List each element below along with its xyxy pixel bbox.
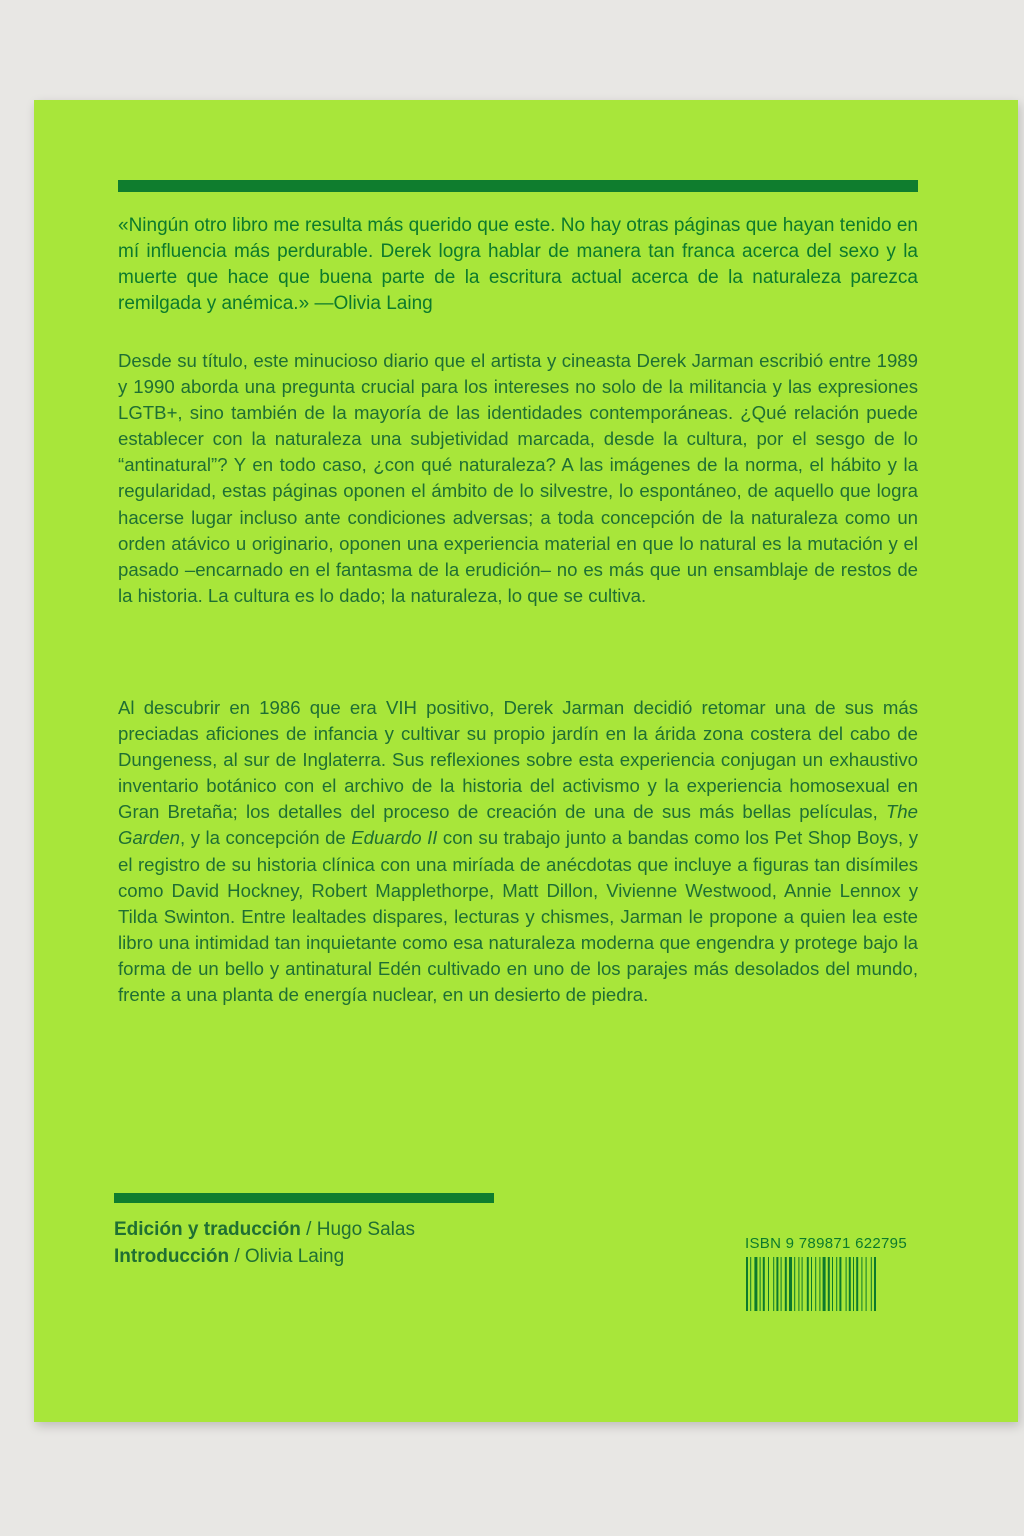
quote-author: —Olivia Laing xyxy=(314,293,433,314)
credits xyxy=(114,1216,415,1270)
credit-separator: / xyxy=(229,1246,245,1267)
paragraph-2-part-3: con su trabajo junto a bandas como los Pet Shop Boys, y el registro de su historia clínica con una miríada de anécdotas que incluye a figuras tan disímiles como David Hockney, Robert Mapplethorpe, Matt Dillon, Vivienne Westwood, Annie Lennox y Tilda Swinton. Entre lealtades dispares, lecturas y chismes, Jarman le propone a quien lea este libro una intimidad tan inquietante como esa naturaleza moderna que engendra y protege bajo la forma de un bello y antinatural Edén cultivado en uno de los parajes más desolados del mundo, frente a una planta de energía nuclear, en un desierto de piedra. xyxy=(118,827,919,1006)
credit-name: Olivia Laing xyxy=(244,1246,345,1267)
blurb-quote xyxy=(118,213,918,317)
credit-line xyxy=(114,1243,415,1270)
isbn-number: ISBN 9 789871 622795 xyxy=(745,1235,907,1252)
credit-role: Edición y traducción xyxy=(114,1219,301,1240)
isbn-block xyxy=(745,1235,915,1311)
credit-separator: / xyxy=(300,1219,317,1240)
synopsis-paragraph-1: Desde su título, este minucioso diario que el artista y cineasta Derek Jarman escribió entre 1989 y 1990 aborda una pregunta crucial para los intereses no solo de la militancia y las expresiones LGTB+, sino también de la mayoría de las identidades contemporáneas. ¿Qué relación puede establecer con la naturaleza una subjetividad marcada, desde la cultura, por el sesgo de lo “antinatural”? Y en todo caso, ¿con qué naturaleza? A las imágenes de la norma, el hábito y la regularidad, estas páginas oponen el ámbito de lo silvestre, lo espontáneo, de aquello que logra hacerse lugar incluso ante condiciones adversas; a toda concepción de la naturaleza como un orden atávico u originario, oponen una experiencia material en que lo natural es la mutación y el pasado –encarnado en el fantasma de la erudición– no es más que un ensamblaje de restos de la historia. La cultura es lo dado; la naturaleza, lo que se cultiva. xyxy=(118,350,918,606)
paragraph-2-part-1: Al descubrir en 1986 que era VIH positivo, Derek Jarman decidió retomar una de sus más preciadas aficiones de infancia y cultivar su propio jardín en la árida zona costera del cabo de Dungeness, al sur de Inglaterra. Sus reflexiones sobre esta experiencia conjugan un exhaustivo inventario botánico con el archivo de la historia del activismo y la experiencia homosexual en Gran Bretaña; los detalles del proceso de creación de una de sus más bellas películas, xyxy=(118,697,918,823)
top-rule xyxy=(118,180,918,192)
credit-role: Introducción xyxy=(114,1246,230,1267)
synopsis-paragraph-2 xyxy=(118,695,918,1008)
book-back-cover xyxy=(34,100,1018,1422)
bottom-rule xyxy=(114,1193,494,1203)
film-title: The Garden xyxy=(118,801,918,849)
credit-name: Hugo Salas xyxy=(316,1219,415,1240)
barcode-icon xyxy=(745,1257,915,1311)
quote-text: «Ningún otro libro me resulta más querido que este. No hay otras páginas que hayan tenido en mí influencia más perdurable. Derek logra hablar de manera tan franca acerca del sexo y la muerte que hace que buena parte de la escritura actual acerca de la naturaleza parezca remilgada y anémica.» xyxy=(118,215,918,314)
film-title-2: Eduardo II xyxy=(351,827,438,849)
paragraph-2-part-2: , y la concepción de xyxy=(180,827,352,849)
credit-line xyxy=(114,1216,415,1243)
